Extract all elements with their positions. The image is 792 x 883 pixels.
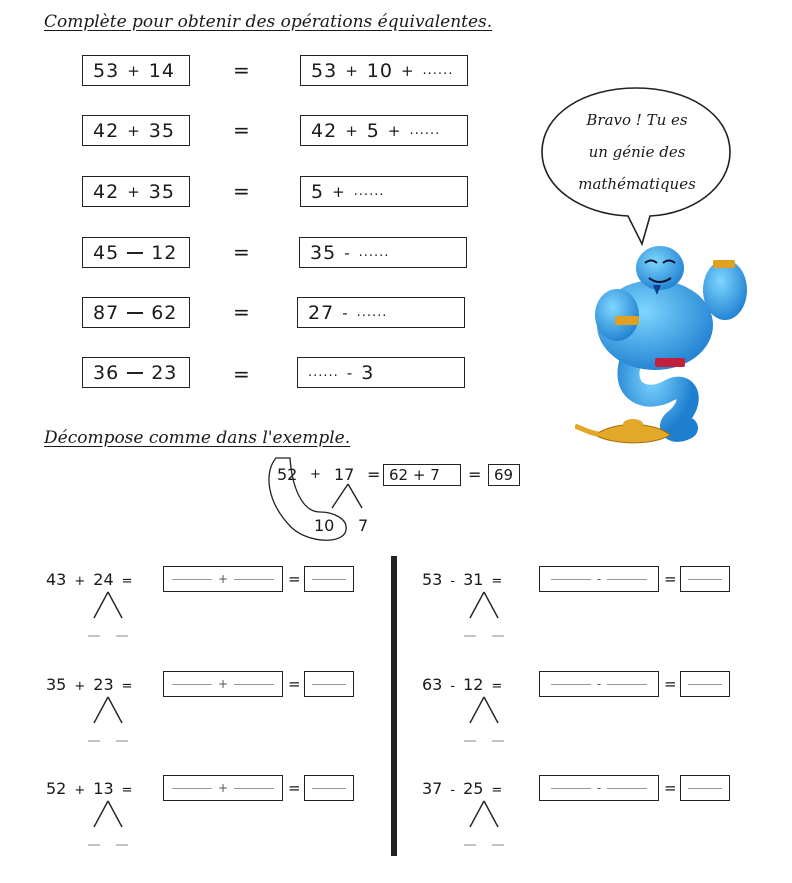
blank — [551, 788, 591, 789]
operand: 53 — [422, 570, 443, 589]
example-operator: + — [310, 467, 321, 482]
decomposition-lines — [454, 588, 514, 648]
equals-sign: = — [664, 779, 677, 797]
operation-box — [82, 115, 190, 146]
answer-box[interactable] — [297, 297, 465, 328]
equals-sign: = — [233, 362, 250, 386]
operand: 14 — [148, 59, 175, 82]
equals-sign: = — [491, 783, 503, 798]
example-left-operand: 52 — [277, 465, 298, 484]
equals-sign: = — [233, 58, 250, 82]
operator: + — [74, 574, 86, 589]
example-result-box: 69 — [488, 464, 520, 486]
equals-sign: = — [491, 679, 503, 694]
exercise-expression — [46, 675, 141, 694]
genie-illustration — [575, 230, 760, 455]
operand: 25 — [463, 779, 484, 798]
answer-box[interactable] — [300, 55, 468, 86]
term: 42 — [311, 119, 338, 142]
operator: - — [450, 783, 456, 798]
result-box[interactable] — [304, 566, 354, 592]
operand: 87 — [93, 301, 120, 324]
blank — [172, 788, 212, 789]
answer-box[interactable] — [163, 566, 283, 592]
blank: ...... — [358, 245, 390, 260]
answer-box[interactable] — [300, 176, 468, 207]
operator: - — [344, 243, 351, 262]
term: 35 — [310, 241, 337, 264]
equals-sign: = — [233, 179, 250, 203]
blank — [551, 684, 591, 685]
operand: 53 — [93, 59, 120, 82]
result-box[interactable] — [304, 671, 354, 697]
result-box[interactable] — [680, 671, 730, 697]
answer-box[interactable] — [539, 775, 659, 801]
operator: + — [387, 121, 402, 140]
operand: 36 — [93, 361, 120, 384]
blank — [607, 788, 647, 789]
operator: - — [450, 574, 456, 589]
term: 5 — [311, 180, 325, 203]
operator: + — [217, 572, 229, 586]
equals-sign: = — [288, 779, 301, 797]
example-split-units: 7 — [358, 516, 369, 535]
bubble-line: un génie des — [588, 143, 686, 161]
equals-sign: = — [288, 675, 301, 693]
equals-sign: = — [121, 574, 133, 589]
operation-box — [82, 176, 190, 207]
blank — [688, 788, 722, 789]
decomposition-lines — [78, 693, 138, 753]
operation-box — [82, 357, 190, 388]
exercise-expression — [46, 779, 141, 798]
operand: 12 — [463, 675, 484, 694]
operation-box — [82, 297, 190, 328]
equals-sign: = — [233, 300, 250, 324]
operation-box — [82, 55, 190, 86]
operator: + — [127, 182, 141, 201]
term: 27 — [308, 301, 335, 324]
operator: + — [74, 679, 86, 694]
exercise-expression — [422, 779, 510, 798]
operator: - — [346, 363, 354, 382]
equals-sign: = — [491, 574, 503, 589]
blank — [312, 579, 346, 580]
answer-box[interactable] — [300, 115, 468, 146]
blank — [312, 684, 346, 685]
decomposition-lines — [78, 588, 138, 648]
exercise-expression — [422, 675, 510, 694]
blank — [688, 579, 722, 580]
operator: + — [345, 61, 359, 80]
section2-title: Décompose comme dans l'exemple. — [44, 428, 351, 448]
operator: + — [400, 61, 415, 80]
operator: + — [332, 182, 346, 201]
term: 5 — [366, 119, 380, 142]
operand: 45 — [93, 241, 120, 264]
result-box[interactable] — [680, 566, 730, 592]
operand: 63 — [422, 675, 443, 694]
operator: + — [217, 781, 229, 795]
result-box[interactable] — [680, 775, 730, 801]
example-equals: = — [468, 465, 482, 484]
equals-sign: = — [233, 118, 250, 142]
bubble-line: Bravo ! Tu es — [586, 111, 688, 129]
equals-sign: = — [121, 679, 133, 694]
section1-title: Complète pour obtenir des opérations équivalentes. — [44, 12, 493, 32]
blank — [234, 579, 274, 580]
blank: ...... — [353, 184, 385, 199]
operand: 42 — [93, 119, 120, 142]
operand: 62 — [151, 301, 178, 324]
example-split-tens: 10 — [314, 516, 335, 535]
operand: 23 — [93, 675, 114, 694]
operand: 12 — [151, 241, 178, 264]
operator: - — [596, 781, 602, 795]
minus-sign — [127, 372, 143, 374]
blank: ...... — [308, 365, 339, 380]
operation-box — [82, 237, 190, 268]
term: 10 — [366, 59, 393, 82]
equals-sign: = — [233, 240, 250, 264]
operator: + — [127, 61, 141, 80]
operator: + — [127, 121, 141, 140]
answer-box[interactable] — [539, 671, 659, 697]
answer-box[interactable] — [163, 671, 283, 697]
decomposition-lines — [454, 693, 514, 753]
blank: ...... — [409, 123, 441, 138]
column-divider — [391, 556, 397, 856]
result-box[interactable] — [304, 775, 354, 801]
decomposition-lines — [78, 797, 138, 857]
operator: + — [74, 783, 86, 798]
bubble-line: mathématiques — [578, 175, 696, 193]
answer-box[interactable] — [539, 566, 659, 592]
equals-sign: = — [288, 570, 301, 588]
blank — [551, 579, 591, 580]
blank — [607, 579, 647, 580]
decomposition-lines — [454, 797, 514, 857]
term: 3 — [361, 361, 375, 384]
minus-sign — [127, 252, 143, 254]
equals-sign: = — [664, 570, 677, 588]
bubble-text — [552, 104, 722, 200]
answer-box[interactable] — [299, 237, 467, 268]
operator: - — [596, 572, 602, 586]
example-right-operand: 17 — [334, 465, 355, 484]
minus-sign — [127, 312, 143, 314]
operand: 35 — [46, 675, 67, 694]
operator: - — [596, 677, 602, 691]
operand: 43 — [46, 570, 67, 589]
operand: 31 — [463, 570, 484, 589]
blank — [172, 684, 212, 685]
blank — [688, 684, 722, 685]
blank — [234, 788, 274, 789]
operand: 13 — [93, 779, 114, 798]
operand: 37 — [422, 779, 443, 798]
answer-box[interactable] — [297, 357, 465, 388]
term: 53 — [311, 59, 338, 82]
blank — [312, 788, 346, 789]
blank — [234, 684, 274, 685]
exercise-expression — [422, 570, 510, 589]
operator: + — [217, 677, 229, 691]
operand: 35 — [148, 119, 175, 142]
equals-sign: = — [664, 675, 677, 693]
operand: 24 — [93, 570, 114, 589]
operator: - — [450, 679, 456, 694]
operator: - — [342, 303, 349, 322]
equals-sign: = — [121, 783, 133, 798]
operator: + — [345, 121, 359, 140]
blank: ...... — [356, 305, 388, 320]
operand: 35 — [148, 180, 175, 203]
blank: ...... — [422, 63, 454, 78]
blank — [172, 579, 212, 580]
operand: 23 — [151, 361, 178, 384]
operand: 52 — [46, 779, 67, 798]
example-box: 62 + 7 — [383, 464, 461, 486]
blank — [607, 684, 647, 685]
operand: 42 — [93, 180, 120, 203]
answer-box[interactable] — [163, 775, 283, 801]
example-equals: = — [367, 465, 381, 484]
exercise-expression — [46, 570, 141, 589]
